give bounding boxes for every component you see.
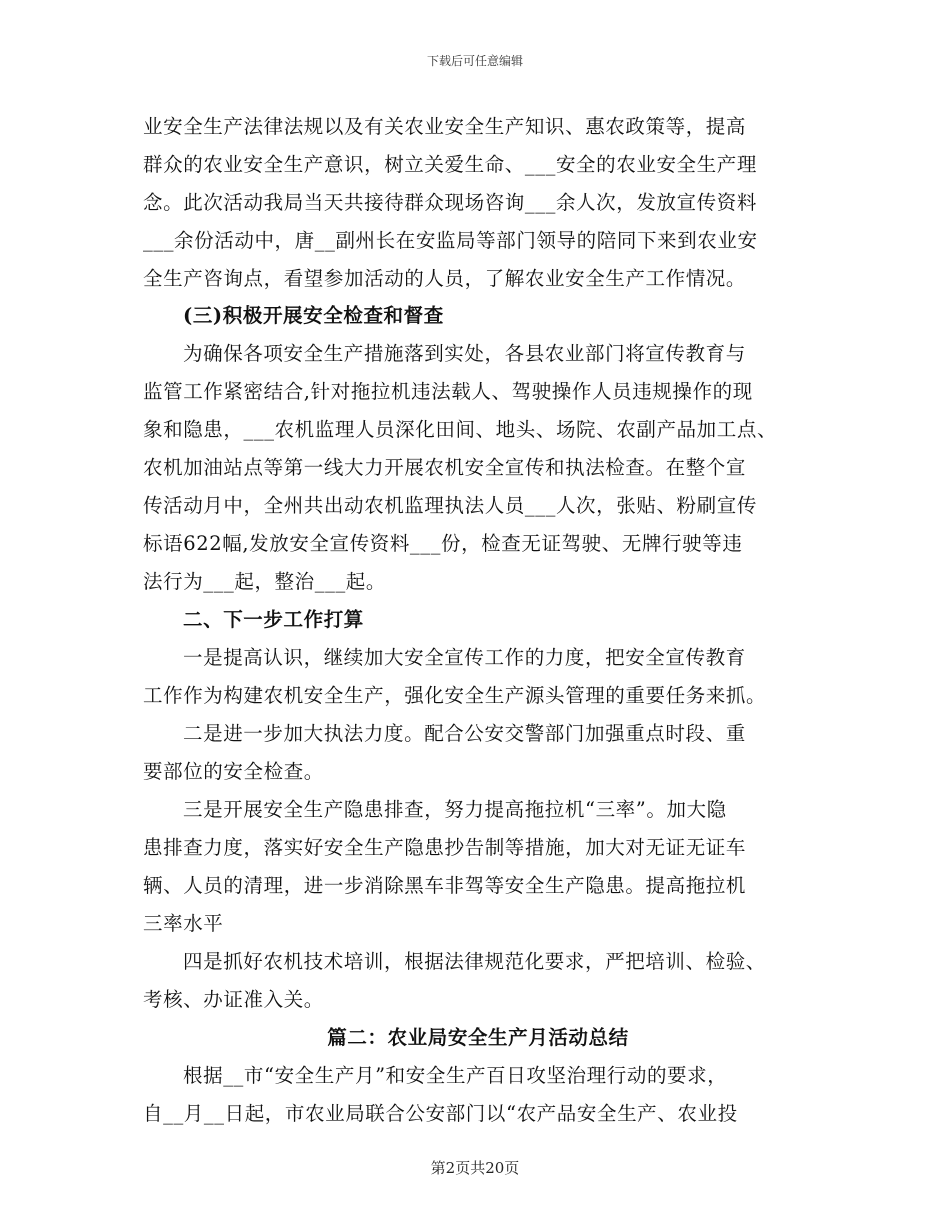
paragraph-line: 念。此次活动我局当天共接待群众现场咨询___余人次，发放宣传资料 [143, 191, 757, 214]
paragraph-line: 三率水平 [143, 912, 224, 935]
paragraph-line: 传活动月中，全州共出动农机监理执法人员___人次，张贴、粉刷宣传 [143, 494, 757, 517]
paragraph-line: 辆、人员的清理，进一步消除黑车非驾等安全生产隐患。提高拖拉机 [143, 874, 747, 897]
paragraph-line: 业安全生产法律法规以及有关农业安全生产知识、惠农政策等，提高 [143, 115, 747, 138]
page-footer-page-number: 第2页共20页 [430, 1159, 520, 1177]
paragraph-line: 监管工作紧密结合,针对拖拉机违法载人、驾驶操作人员违规操作的现 [143, 380, 753, 403]
paragraph-line: 患排查力度，落实好安全生产隐患抄告制等措施，加大对无证无证车 [143, 836, 747, 859]
paragraph-line: 农机加油站点等第一线大力开展农机安全宣传和执法检查。在整个宣 [143, 456, 747, 479]
paragraph-line: 根据__市“安全生产月”和安全生产百日攻坚治理行动的要求， [183, 1064, 728, 1087]
paragraph-line: 四是抓好农机技术培训，根据法律规范化要求，严把培训、检验、 [183, 950, 766, 973]
paragraph-line: 法行为___起，整治___起。 [143, 570, 386, 593]
section-heading: 二、下一步工作打算 [183, 608, 364, 631]
paragraph-line: 群众的农业安全生产意识，树立关爱生命、___安全的农业安全生产理 [143, 153, 757, 176]
document-body [143, 108, 813, 1133]
paragraph-line: 全生产咨询点，看望参加活动的人员，了解农业安全生产工作情况。 [143, 267, 747, 290]
paragraph-line: 二是进一步加大执法力度。配合公安交警部门加强重点时段、重 [183, 722, 746, 745]
paragraph-line: 为确保各项安全生产措施落到实处，各县农业部门将宣传教育与 [183, 342, 746, 365]
paragraph-line: 三是开展安全生产隐患排查，努力提高拖拉机“三率”。加大隐 [183, 798, 727, 821]
section-heading: (三)积极开展安全检查和督查 [183, 304, 444, 327]
paragraph-line: 象和隐患，___农机监理人员深化田间、地头、场院、农副产品加工点、 [143, 418, 778, 441]
paragraph-line: 一是提高认识，继续加大安全宣传工作的力度，把安全宣传教育 [183, 646, 746, 669]
paragraph-line: 标语622幅,发放安全宣传资料___份，检查无证驾驶、无牌行驶等违 [143, 532, 743, 555]
paragraph-line: 工作作为构建农机安全生产，强化安全生产源头管理的重要任务来抓。 [143, 684, 767, 707]
page-header-note: 下载后可任意编辑 [426, 54, 523, 68]
paragraph-line: 要部位的安全检查。 [143, 760, 324, 783]
paragraph-line: ___余份活动中，唐__副州长在安监局等部门领导的陪同下来到农业安 [143, 229, 758, 252]
article-title: 篇二：农业局安全生产月活动总结 [327, 1026, 629, 1049]
paragraph-line: 考核、办证准入关。 [143, 988, 324, 1011]
paragraph-line: 自__月__日起，市农业局联合公安部门以“农产品安全生产、农业投 [143, 1102, 738, 1125]
